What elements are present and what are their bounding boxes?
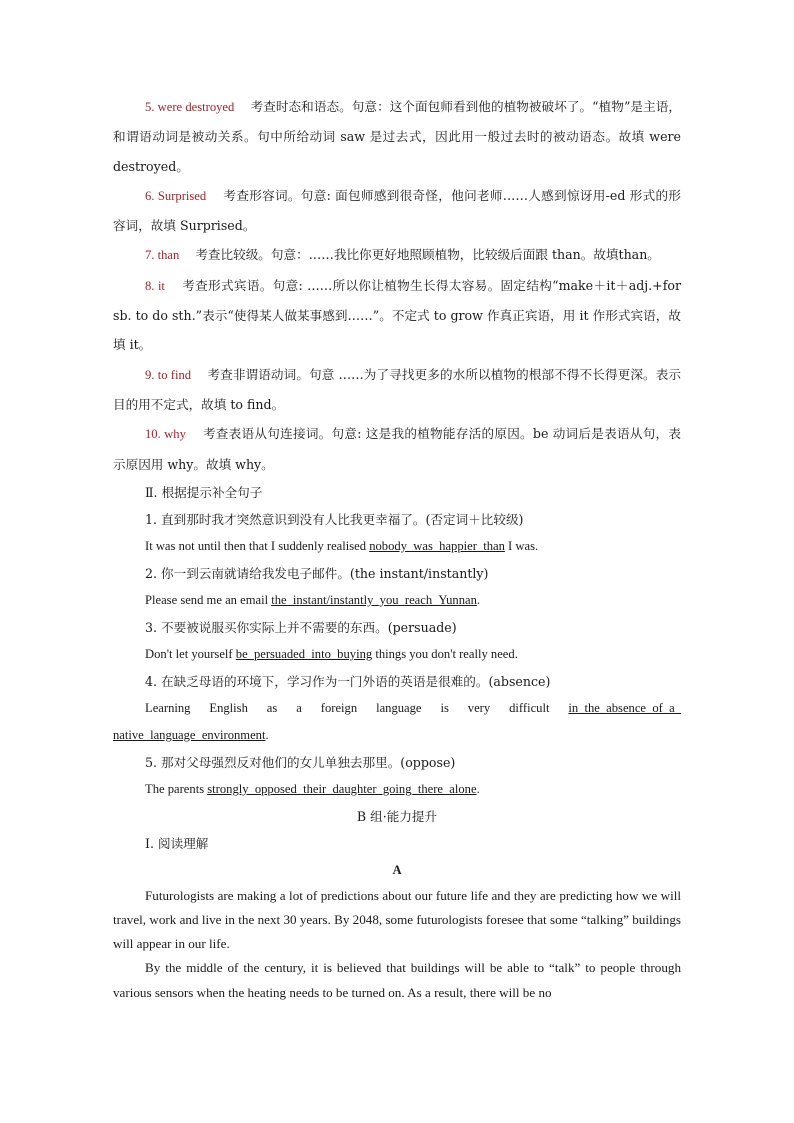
explanation-rest: 深。表示目的用不定式，故填 to find。 (113, 366, 682, 412)
answer-blank: in_the_absence_of_a_ (568, 700, 681, 715)
document-page (113, 92, 681, 1005)
item-4-english: Learning English as a foreign language is very difficult in_the_absence_of_a_ (145, 700, 681, 715)
item-1-chinese: 1. 直到那时我才突然意识到没有人比我更幸福了。(否定词＋比较级) (145, 511, 524, 527)
answer-word: why (164, 427, 186, 442)
answer-blank: nobody_was_happier_than (369, 538, 505, 553)
explanation-line: 考查时态和语态。句意：这个面包师看到他的植物被破坏了。“植物” (250, 99, 631, 114)
answer-number: 10. (145, 427, 161, 442)
answer-word: were destroyed (157, 100, 235, 114)
answer-9 (113, 360, 681, 420)
item-3-english: Don't let yourself be_persuaded_into_buying things you don't really need. (145, 646, 518, 661)
item-1-english: It was not until then that I suddenly realised nobody_was_happier_than I was. (145, 538, 539, 553)
answer-word: to find (157, 367, 192, 382)
answer-blank: be_persuaded_into_buying (235, 646, 373, 661)
item-4-chinese: 4. 在缺乏母语的环境下，学习作为一门外语的英语是很难的。(absence) (145, 673, 551, 689)
answer-7 (113, 240, 681, 270)
reading-heading: Ⅰ. 阅读理解 (145, 835, 209, 851)
group-b-heading: B 组·能力提升 (356, 808, 438, 824)
answer-10 (113, 419, 681, 479)
answer-blank-cont: native_language_environment (113, 727, 266, 742)
answer-5 (113, 92, 681, 181)
answer-word: it (157, 278, 165, 293)
answer-blank: strongly_opposed_their_daughter_going_there_alone (207, 781, 477, 796)
explanation-line: 考查表语从句连接词。句意: 这是我的植物能存活的原因。be 动词后是表语从 (202, 426, 643, 442)
answer-number: 5. (145, 100, 155, 114)
answer-number: 6. (145, 188, 155, 203)
explanation-rest: for sb. to do sth.”表示“使得某人做某事感到……”。不定式 to grow 作真正宾语，用 it 作形式宾语，故填 it。 (113, 277, 682, 353)
item-5-english: The parents strongly_opposed_their_daughter_going_there_alone. (145, 781, 480, 796)
item-5-chinese: 5. 那对父母强烈反对他们的女儿单独去那里。(oppose) (145, 754, 456, 770)
answer-6 (113, 181, 681, 241)
reading-passage (113, 884, 681, 1005)
explanation-line: 考查非谓语动词。句意 ……为了寻找更多的水所以植物的根部不得不长得更 (207, 366, 631, 382)
answer-number: 7. (145, 248, 155, 263)
answer-number: 8. (145, 278, 155, 293)
answer-8 (113, 271, 681, 360)
explanation-rest: 式的形容词，故填 Surprised。 (113, 187, 682, 234)
item-4-english-cont: native_language_environment. (113, 727, 269, 742)
explanation-line: 考查形容词。句意: 面包师感到很奇怪，他问老师……人感到惊讶用-ed 形 (223, 187, 643, 203)
item-2-chinese: 2. 你一到云南就请给我发电子邮件。(the instant/instantly) (145, 565, 489, 581)
item-3-chinese: 3. 不要被说服买你实际上并不需要的东西。(persuade) (145, 619, 457, 635)
explanation-line: 考查形式宾语。句意: ……所以你让植物生长得太容易。固定结构“make＋it＋adj.+ (182, 277, 663, 293)
passage-letter: A (392, 862, 402, 877)
passage-paragraph: By the middle of the century, it is believed that buildings will be able to “talk” to people through various sensors when the heating needs to be turned on. As a result, there will be no (113, 960, 681, 1000)
explanation-rest: 是主语，和谓语动词是被动关系。句中所给动词 saw 是过去式，因此用一般过去时的被动语态。故填 were destroyed。 (113, 99, 682, 174)
answer-number: 9. (145, 367, 155, 382)
passage-paragraph: Futurologists are making a lot of predictions about our future life and they are predicting how we will travel, work and live in the next 30 years. By 2048, some futurologists foresee that some “talking” buildings will appear in our life. (113, 887, 681, 952)
explanation-rest: 句，表示原因用 why。故填 why。 (113, 426, 682, 472)
section-complete-sentences (113, 479, 681, 884)
explanation-line: 考查比较级。句意：……我比你更好地照顾植物，比较级后面跟 than。故填 (195, 247, 619, 263)
answer-word: than (157, 248, 180, 263)
answer-blank: the_instant/instantly_you_reach_Yunnan (271, 592, 477, 607)
item-2-english: Please send me an email the_instant/instantly_you_reach_Yunnan. (145, 592, 481, 607)
section-heading: Ⅱ. 根据提示补全句子 (145, 484, 263, 500)
explanation-rest: than。 (618, 247, 660, 263)
answer-word: Surprised (157, 188, 207, 203)
